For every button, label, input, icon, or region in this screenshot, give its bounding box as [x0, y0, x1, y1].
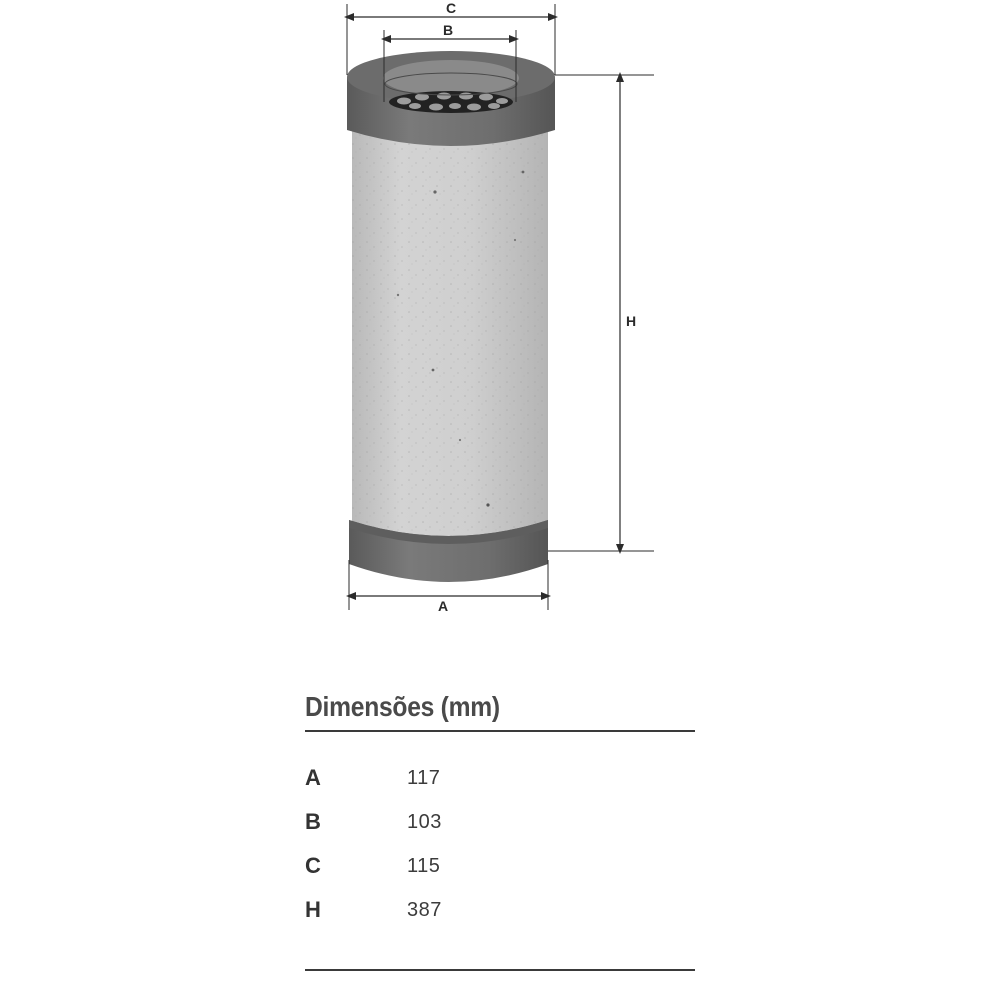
dimension-row-h: [305, 888, 695, 932]
dimension-row-c: [305, 844, 695, 888]
dimension-value: 115: [407, 854, 441, 877]
dimension-b-label: B: [442, 22, 454, 38]
dimension-key: H: [305, 897, 321, 922]
dimension-h: [548, 75, 654, 551]
dimensions-table: [305, 684, 695, 932]
dimension-row-b: [305, 800, 695, 844]
dimension-value: 387: [407, 898, 442, 921]
dimension-key: A: [305, 765, 321, 790]
bottom-divider: [305, 969, 695, 971]
dimension-value: 117: [407, 766, 441, 789]
dimension-key: C: [305, 853, 321, 878]
top-end-cap: [347, 51, 555, 146]
dimension-row-a: [305, 756, 695, 800]
title-divider: [305, 730, 695, 732]
dimension-a-label: A: [437, 598, 449, 614]
dimension-c-label: C: [445, 0, 457, 16]
dimensions-title: Dimensões (mm): [305, 691, 500, 722]
filter-media: [352, 128, 548, 541]
dimension-key: B: [305, 809, 321, 834]
dimensions-rows: [305, 756, 695, 932]
dimension-value: 103: [407, 810, 442, 833]
dimension-h-label: H: [625, 313, 637, 329]
